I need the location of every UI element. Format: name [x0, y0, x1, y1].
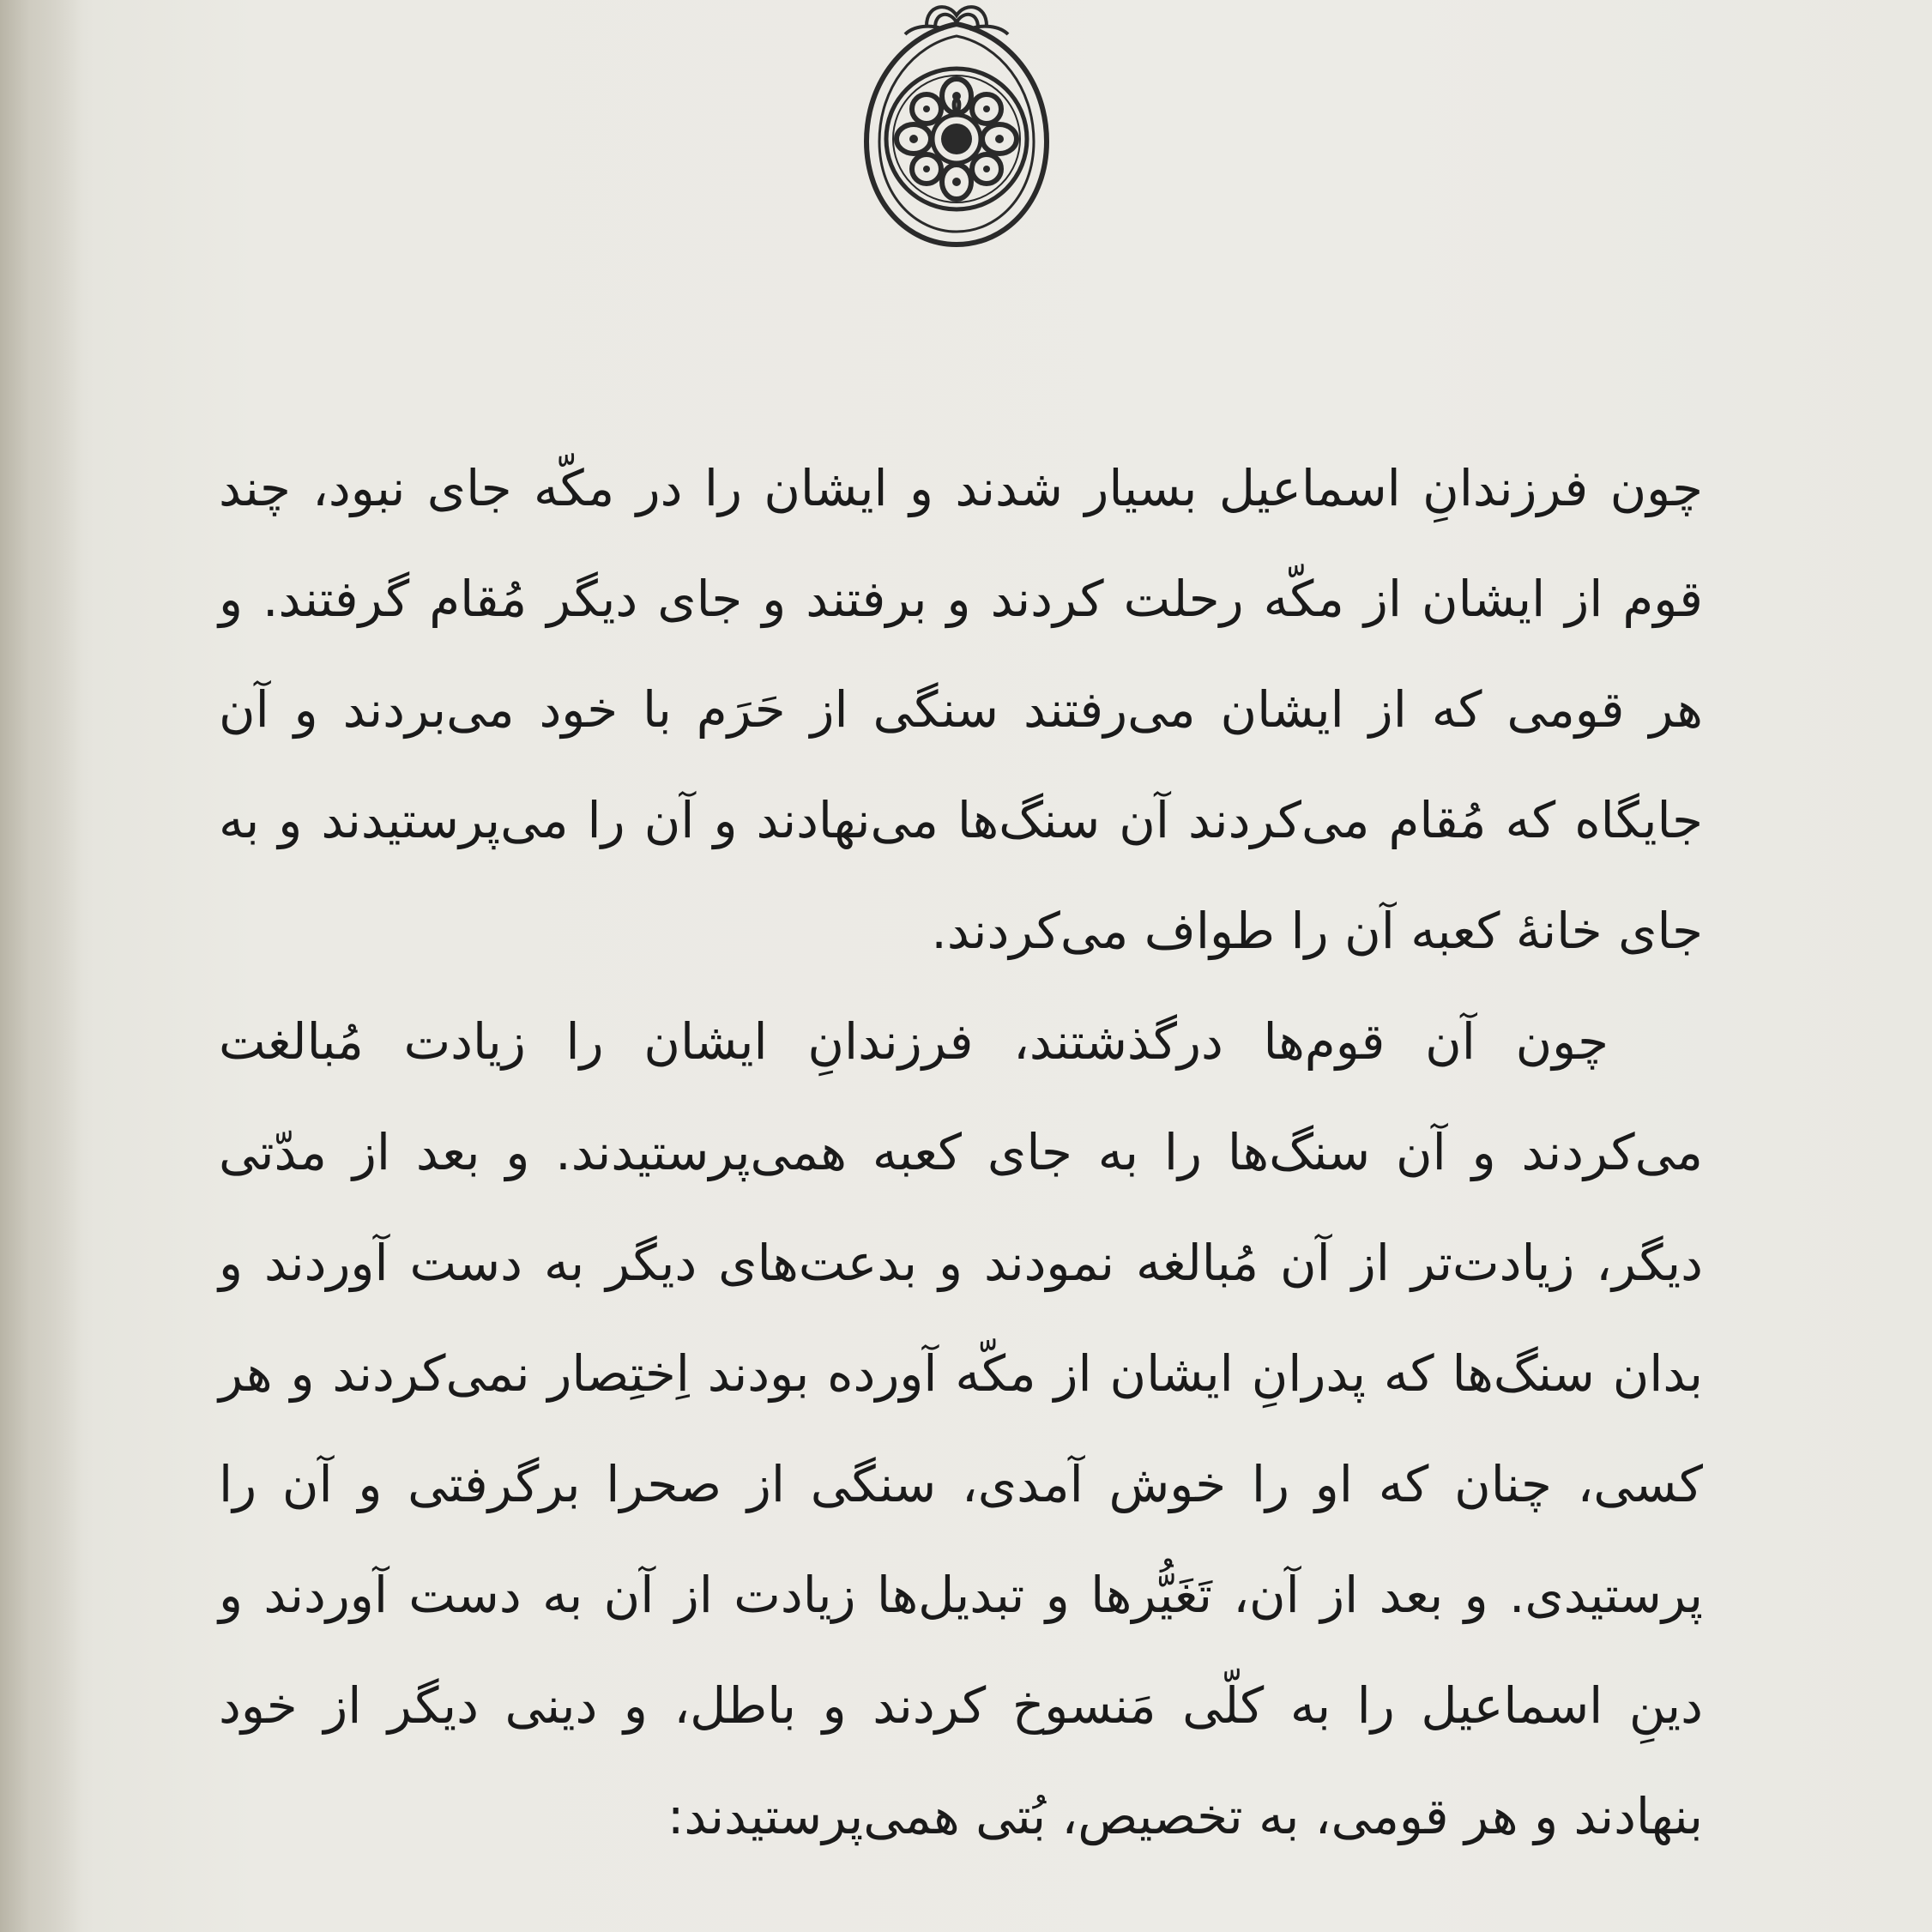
paragraph-1: چون فرزندانِ اسماعیل بسیار شدند و ایشان را در مکّه جای نبود، چند قوم از ایشان از مکّه رحلت کردند و برفتند و جای دیگر مُقام گرفتند. و هر قومی که از ایشان می‌رفتند سنگی از حَرَم با خود می‌بردند و آن جایگاه که مُقام می‌کردند آن سنگ‌ها می‌نهادند و آن را می‌پرستیدند و به جای خانهٔ کعبه آن را طواف می‌کردند.: [219, 459, 1703, 960]
page-gutter-shadow: [0, 0, 82, 1932]
rosette-medallion-icon: [845, 0, 1068, 257]
paragraph-2: چون آن قوم‌ها درگذشتند، فرزندانِ ایشان را زیادت مُبالغت می‌کردند و آن سنگ‌ها را به جای کعبه همی‌پرستیدند. و بعد از مدّتی دیگر، زیادت‌تر از آن مُبالغه نمودند و بدعت‌های دیگر به دست آوردند و بدان سنگ‌ها که پدرانِ ایشان از مکّه آورده بودند اِختِصار نمی‌کردند و هر کسی، چنان که او را خوش آمدی، سنگی از صحرا برگرفتی و آن را پرستیدی. و بعد از آن، تَغَیُّرها و تبدیل‌ها زیادت از آن به دست آوردند و دینِ اسماعیل را به کلّی مَنسوخ کردند و باطل، و دینی دیگر از خود بنهادند و هر قومی، به تخصیص، بُتی همی‌پرستیدند:: [219, 1012, 1703, 1845]
body-text: [219, 433, 1703, 1872]
